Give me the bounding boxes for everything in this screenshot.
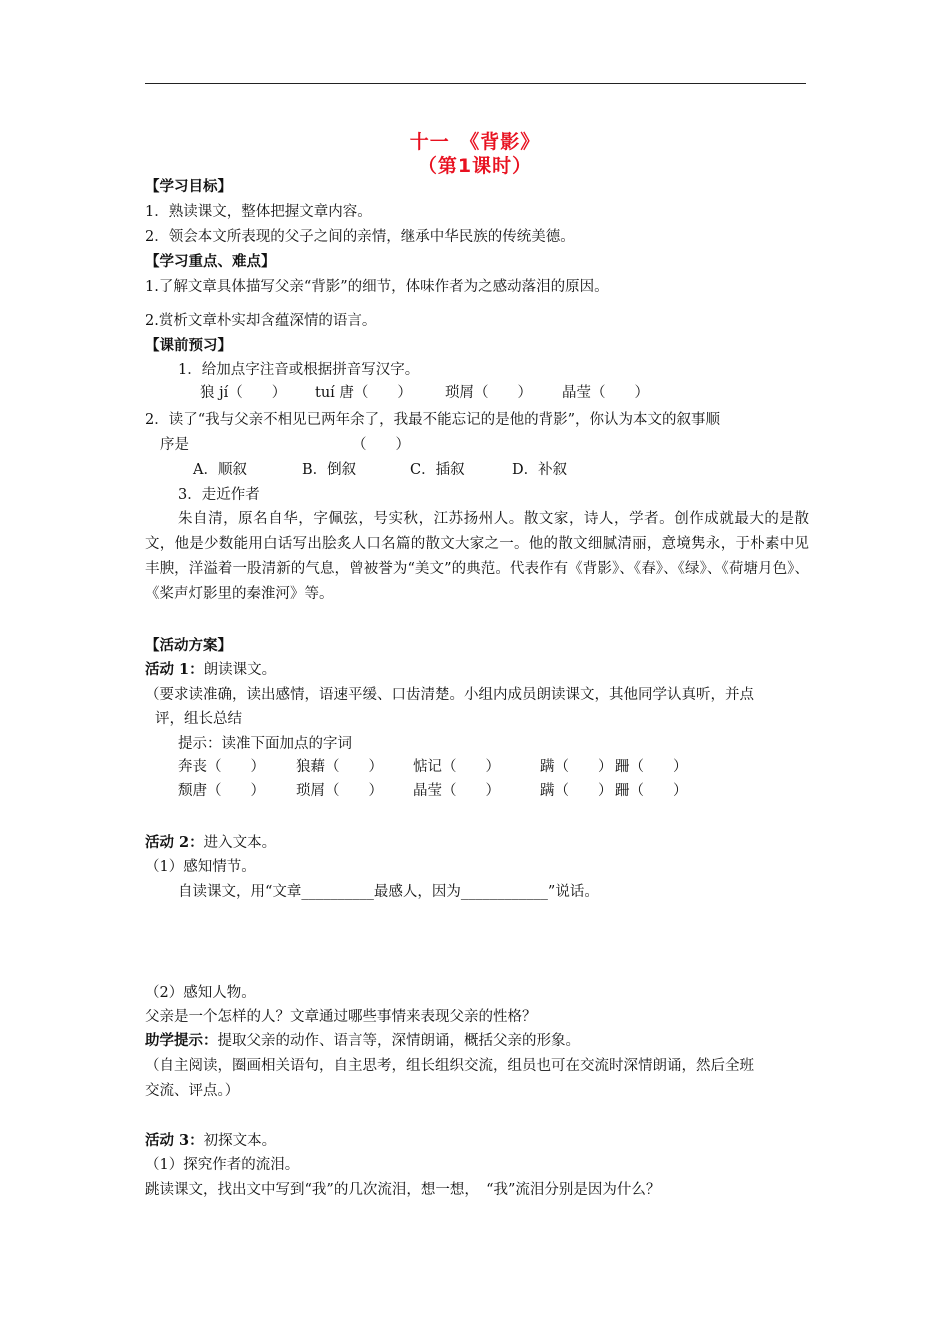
pronunciation-row-1-item-2: 狼藉（ ） (296, 759, 383, 775)
activity-3-title (145, 1131, 276, 1151)
activity-3-step-1-question: 跳读课文，找出文中写到“我”的几次流泪，想一想， “我”流泪分别是因为什么？ (145, 1182, 661, 1198)
activity-2-note-line-2: 交流、评点。） (145, 1083, 240, 1099)
activity-1-requirement-line-1: （要求读准确，读出感情，语速平缓、口齿清楚。小组内成员朗读课文，其他同学认真听，并点 (145, 687, 754, 703)
page-subtitle: （第1课时） (417, 155, 533, 177)
header-rule (145, 83, 806, 84)
activity-2-step-1-prompt: 自读课文，用“文章__________最感人，因为____________”说话。 (178, 884, 599, 900)
activity-2-step-2: （2）感知人物。 (145, 985, 256, 1001)
activity-2-hint (145, 1031, 580, 1051)
activity-2-text: 进入文本。 (203, 835, 277, 851)
q2-option-d: D．补叙 (512, 462, 568, 478)
goals-heading: 【学习目标】 (145, 178, 232, 195)
activity-1-tip: 提示：读准下面加点的字词 (178, 736, 352, 752)
activity-2-label: 活动 2： (145, 834, 204, 851)
pronunciation-row-1-item-4: 蹒（ ） (540, 759, 613, 775)
goal-item-1: 1．熟读课文，整体把握文章内容。 (145, 204, 372, 220)
activity-2-step-2-question: 父亲是一个怎样的人？文章通过哪些事情来表现父亲的性格？ (145, 1009, 537, 1025)
preview-question-1: 1．给加点字注音或根据拼音写汉字。 (178, 362, 420, 378)
pronunciation-row-2-item-5: 跚（ ） (615, 783, 688, 799)
pronunciation-row-2-item-1: 颓唐（ ） (178, 783, 265, 799)
preview-question-2-line-2: 序是 (160, 437, 189, 453)
preview-heading: 【课前预习】 (145, 337, 232, 354)
q1-item-4: 晶莹（ ） (562, 385, 649, 401)
pronunciation-row-1-item-5: 跚（ ） (615, 759, 688, 775)
q2-option-c: C．插叙 (410, 462, 465, 478)
activity-3-label: 活动 3： (145, 1132, 204, 1149)
q2-option-b: B．倒叙 (302, 462, 357, 478)
author-introduction: 朱自清，原名自华，字佩弦，号实秋，江苏扬州人。散文家，诗人，学者。创作成就最大的是散文，他是少数能用白话写出脍炙人口名篇的散文大家之一。他的散文细腻清丽，意境隽永，于朴素中见丰腴，洋溢着一股清新的气息，曾被誉为“美文”的典范。代表作有《背影》、《春》、《绿》、《荷塘月色》、《桨声灯影里的秦淮河》等。 (145, 511, 809, 602)
q2-option-a: A．顺叙 (193, 462, 247, 478)
activity-2-title (145, 833, 276, 853)
activity-3-step-1: （1）探究作者的流泪。 (145, 1157, 300, 1173)
activity-2-note-line-1: （自主阅读，圈画相关语句，自主思考，组长组织交流，组员也可在交流时深情朗诵，然后全班 (145, 1058, 754, 1074)
pronunciation-row-2-item-3: 晶莹（ ） (413, 783, 500, 799)
q1-item-2: tuí 唐（ ） (315, 385, 412, 401)
key-point-item-2: 2.赏析文章朴实却含蕴深情的语言。 (145, 313, 377, 329)
activity-1-title (145, 660, 276, 680)
activity-1-requirement-line-2: 评，组长总结 (155, 711, 242, 727)
activity-2-step-1: （1）感知情节。 (145, 859, 256, 875)
activity-2-hint-text: 提取父亲的动作、语言等，深情朗诵，概括父亲的形象。 (217, 1033, 580, 1049)
page-title: 十一 《背影》 (409, 131, 541, 153)
activity-3-text: 初探文本。 (203, 1133, 277, 1149)
q1-item-1: 狼 jí（ ） (200, 385, 287, 401)
q1-item-3: 琐屑（ ） (445, 385, 532, 401)
activities-heading: 【活动方案】 (145, 637, 232, 654)
preview-question-3: 3．走近作者 (178, 487, 260, 503)
activity-1-text: 朗读课文。 (203, 662, 277, 678)
goal-item-2: 2．领会本文所表现的父子之间的亲情，继承中华民族的传统美德。 (145, 229, 575, 245)
preview-question-2-answer-blank: （ ） (352, 437, 410, 453)
pronunciation-row-1-item-1: 奔丧（ ） (178, 759, 265, 775)
key-points-heading: 【学习重点、难点】 (145, 253, 276, 270)
activity-2-hint-label: 助学提示： (145, 1032, 218, 1049)
activity-1-label: 活动 1： (145, 661, 204, 678)
pronunciation-row-1-item-3: 惦记（ ） (413, 759, 500, 775)
key-point-item-1: 1.了解文章具体描写父亲“背影”的细节，体味作者为之感动落泪的原因。 (145, 279, 609, 295)
pronunciation-row-2-item-2: 琐屑（ ） (296, 783, 383, 799)
preview-question-2-line-1: 2．读了“我与父亲不相见已两年余了，我最不能忘记的是他的背影”，你认为本文的叙事顺 (145, 412, 721, 428)
pronunciation-row-2-item-4: 蹒（ ） (540, 783, 613, 799)
